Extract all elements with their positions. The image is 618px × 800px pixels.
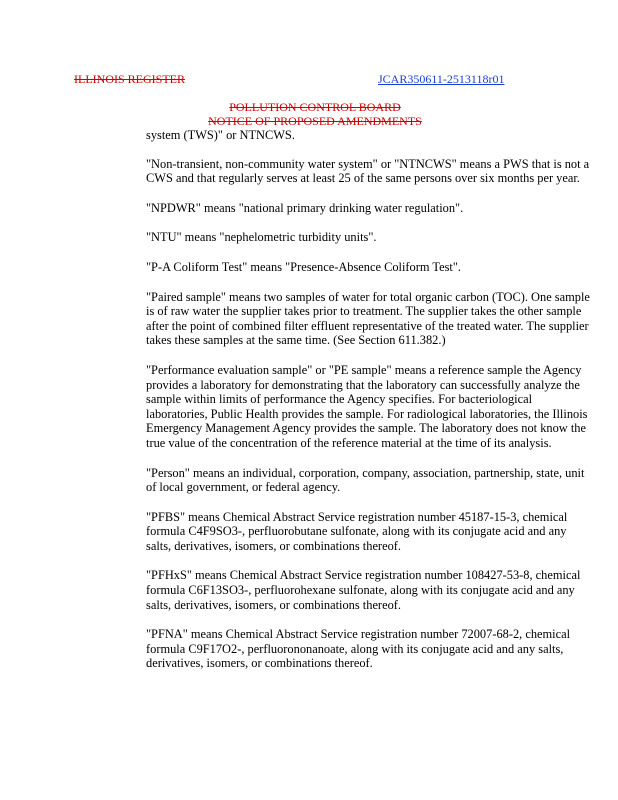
register-header: ILLINOIS REGISTER <box>74 72 185 86</box>
paragraph: "NPDWR" means "national primary drinking water regulation". <box>146 200 464 215</box>
board-title: POLLUTION CONTROL BOARD <box>229 100 401 114</box>
paragraph: "Performance evaluation sample" or "PE sample" means a reference sample the Agency provides a laboratory for demonstrating that the laboratory can successfully analyze the sample within limits of performance the Agency specifies. For bacteriological laboratories, Public Health provides the sample. For radiological laboratories, the Illinois Emergency Management Agency provides the sample. The laboratory does not know the true value of the concentration of the reference material at the time of its analysis. <box>146 362 588 450</box>
paragraph: system (TWS)" or NTNCWS. <box>146 128 295 142</box>
paragraph: "NTU" means "nephelometric turbidity units". <box>146 230 377 245</box>
notice-title: NOTICE OF PROPOSED AMENDMENTS <box>208 114 422 128</box>
document-body <box>146 128 592 686</box>
paragraph: "Paired sample" means two samples of water for total organic carbon (TOC). One sample is of raw water the supplier takes prior to treatment. The supplier takes the other sample after the point of combined filter effluent representative of the treated water. The supplier takes these samples at the same time. (See Section 611.382.) <box>146 289 590 348</box>
paragraph: "Person" means an individual, corporation, company, association, partnership, state, unit of local government, or federal agency. <box>146 465 585 495</box>
paragraph: "PFBS" means Chemical Abstract Service registration number 45187-15-3, chemical formula C4F9SO3-, perfluorobutane sulfonate, along with its conjugate acid and any salts, derivatives, isomers, or combinations thereof. <box>146 509 568 553</box>
jcar-reference: JCAR350611-2513118r01 <box>378 72 505 86</box>
paragraph: "P-A Coliform Test" means "Presence-Absence Coliform Test". <box>146 259 462 274</box>
paragraph: "PFNA" means Chemical Abstract Service registration number 72007-68-2, chemical formula C9F17O2-, perfluorononanoate, along with its conjugate acid and any salts, derivatives, isomers, or combinations thereof. <box>146 627 571 671</box>
paragraph: "PFHxS" means Chemical Abstract Service registration number 108427-53-8, chemical formula C6F13SO3-, perfluorohexane sulfonate, along with its conjugate acid and any salts, derivatives, isomers, or combinations thereof. <box>146 568 581 612</box>
paragraph: "Non-transient, non-community water system" or "NTNCWS" means a PWS that is not a CWS and that regularly serves at least 25 of the same persons over six months per year. <box>146 156 590 186</box>
